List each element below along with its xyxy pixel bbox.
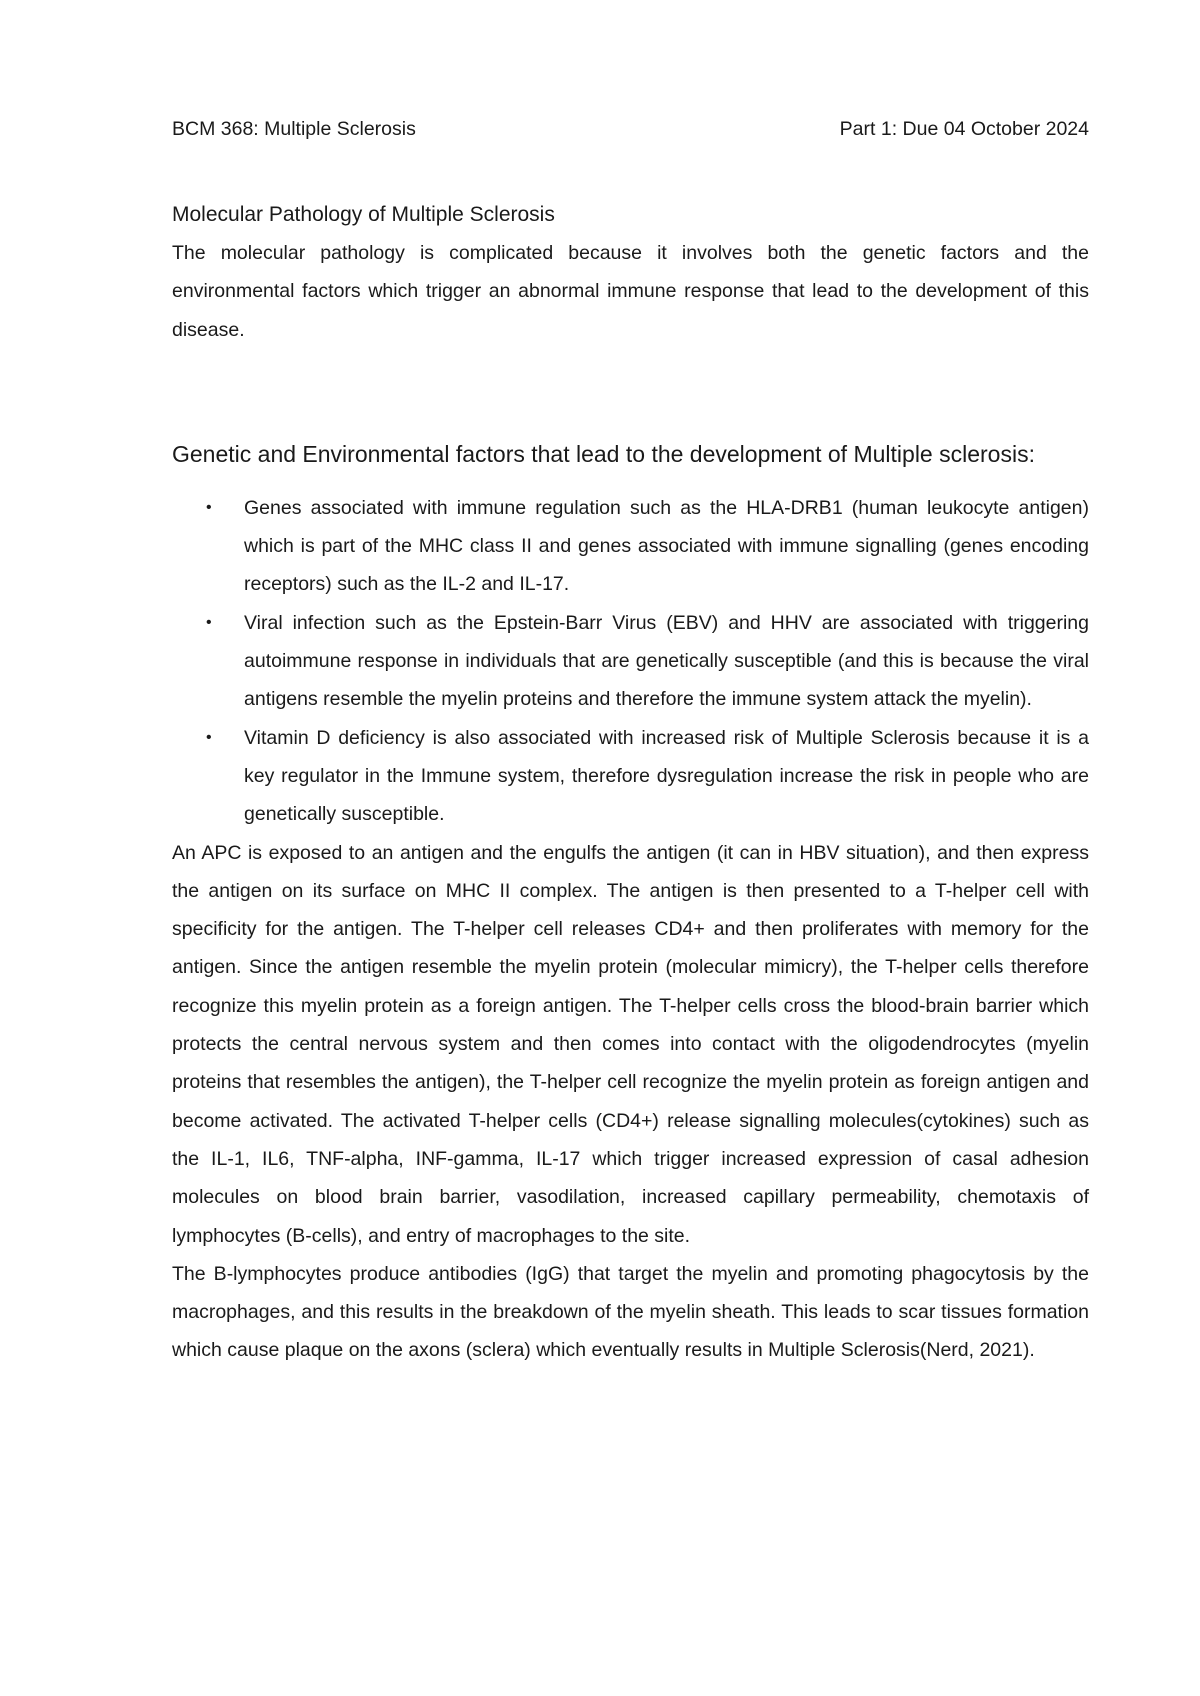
- factors-heading: Genetic and Environmental factors that lead to the development of Multiple sclerosis:: [172, 440, 1035, 467]
- page-header: [172, 110, 1089, 148]
- list-item-text: Viral infection such as the Epstein-Barr Virus (EBV) and HHV are associated with triggering autoimmune response in individuals that are genetically susceptible (and this is because the viral antigens resemble the myelin proteins and therefore the immune system attack the myelin).: [244, 611, 1089, 711]
- list-item: [172, 719, 1089, 834]
- b-lymphocytes-paragraph: The B-lymphocytes produce antibodies (IgG) that target the myelin and promoting phagocytosis by the macrophages, and this results in the breakdown of the myelin sheath. This leads to scar tissues formation which cause plaque on the axons (sclera) which eventually results in Multiple Sclerosis(Nerd, 2021).: [172, 1262, 1089, 1362]
- list-item-text: Vitamin D deficiency is also associated with increased risk of Multiple Sclerosis because it is a key regulator in the Immune system, therefore dysregulation increase the risk in people who are genetically susceptible.: [244, 726, 1089, 826]
- list-item: [172, 489, 1089, 604]
- factors-list: [172, 489, 1089, 834]
- document-title: Molecular Pathology of Multiple Sclerosis: [172, 203, 555, 226]
- intro-paragraph: The molecular pathology is complicated because it involves both the genetic factors and the environmental factors which trigger an abnormal immune response that lead to the development of this disease.: [172, 242, 1089, 341]
- due-date: Part 1: Due 04 October 2024: [839, 118, 1089, 140]
- course-title: BCM 368: Multiple Sclerosis: [172, 118, 416, 140]
- bullet-icon: •: [206, 728, 212, 746]
- apc-paragraph: An APC is exposed to an antigen and the engulfs the antigen (it can in HBV situation), and then express the antigen on its surface on MHC II complex. The antigen is then presented to a T-helper cell with specificity for the antigen. The T-helper cell releases CD4+ and then proliferates with memory for the antigen. Since the antigen resemble the myelin protein (molecular mimicry), the T-helper cells therefore recognize this myelin protein as a foreign antigen. The T-helper cells cross the blood-brain barrier which protects the central nervous system and then comes into contact with the oligodendrocytes (myelin proteins that resembles the antigen), the T-helper cell recognize the myelin protein as foreign antigen and become activated. The activated T-helper cells (CD4+) release signalling molecules(cytokines) such as the IL-1, IL6, TNF-alpha, INF-gamma, IL-17 which trigger increased expression of casal adhesion molecules on blood brain barrier, vasodilation, increased capillary permeability, chemotaxis of lymphocytes (B-cells), and entry of macrophages to the site.: [172, 841, 1089, 1247]
- list-item-text: Genes associated with immune regulation such as the HLA-DRB1 (human leukocyte antigen) which is part of the MHC class II and genes associated with immune signalling (genes encoding receptors) such as the IL-2 and IL-17.: [244, 496, 1089, 596]
- bullet-icon: •: [206, 498, 212, 516]
- list-item: [172, 604, 1089, 719]
- bullet-icon: •: [206, 613, 212, 631]
- document-page: [172, 110, 1089, 1370]
